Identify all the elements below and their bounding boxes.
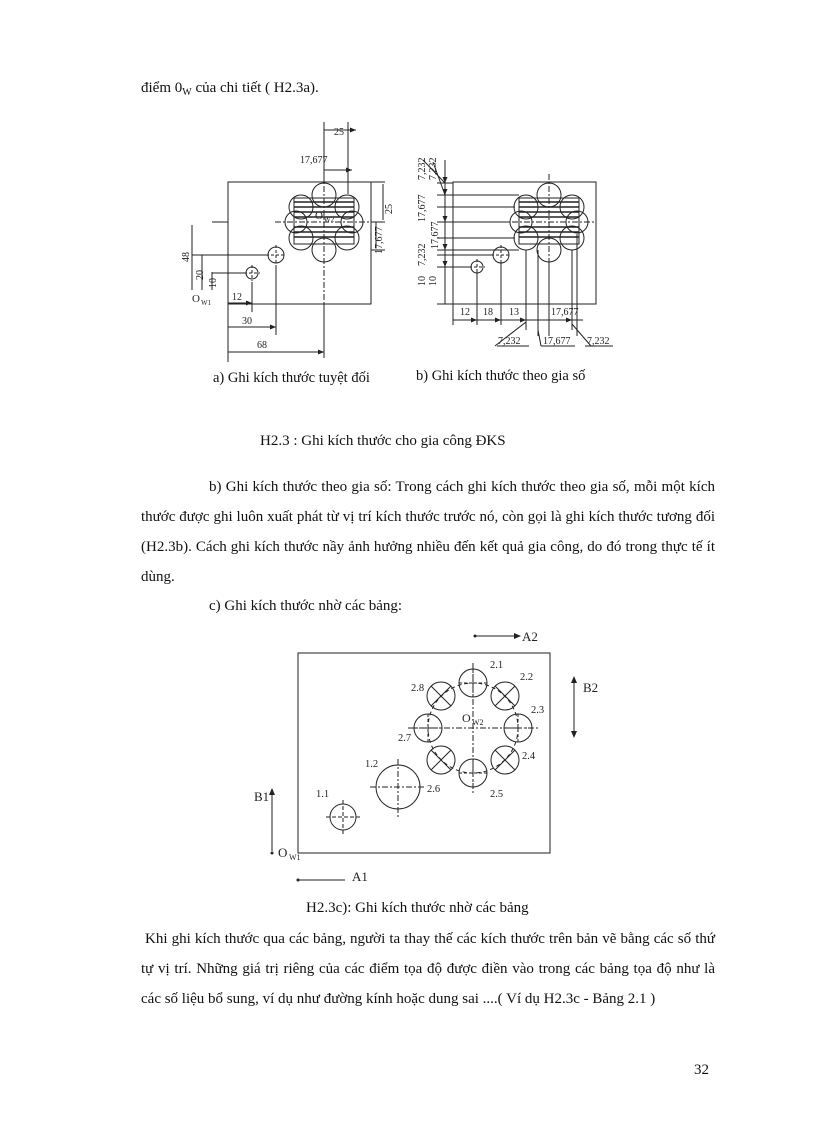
fig-a-hole [289,226,313,250]
fig-a-hole [335,226,359,250]
fig-a-dim-bottom: 68 [257,340,267,351]
fig-b-dim-left: 17,677 [417,194,428,222]
paragraph-table-explanation: Khi ghi kích thước qua các bảng, người ta thay thế các kích thước trên bản vẽ bằng các số thứ tự vị trí. Những giá trị riêng của các điểm tọa độ được điền vào trong các bảng tọa độ như là các số liệu bổ sung, ví dụ như đường kính hoặc dung sai ....( Ví dụ H2.3c - Bảng 2.1 ) [141,931,715,1007]
paragraph-incremental: b) Ghi kích thước theo gia số: Trong cách ghi kích thước theo gia số, mỗi một kích thước được ghi luôn xuất phát từ vị trí kích thước trước nó, còn gọi là ghi kích thước tương đối (H2.3b). Cách ghi kích thước nầy ảnh hưởng nhiều đến kết quả gia công, do đó trong thực tế ít dùng. [141,479,715,585]
figure-caption-h23: H2.3 : Ghi kích thước cho gia công ĐKS [260,433,506,449]
figure-absolute-dimensioning [170,122,400,367]
fig-a-dim-right: 25 [384,204,395,214]
figure-incremental-dimensioning [405,150,625,355]
fig-a-center-sub: W2 [324,216,335,224]
fig-a-dim-left: 10 [208,278,219,288]
fig-c-axis-a1-label: A1 [352,869,368,884]
fig-c-label-2-8: 2.8 [411,683,425,694]
intro-subscript: W [182,87,192,98]
figure-table-dimensioning [240,625,620,890]
fig-c-axis-b2-label: B2 [583,680,599,695]
fig-b-dim-left: 10 [417,276,428,286]
fig-c-hole-2-2 [491,682,519,710]
intro-suffix: của chi tiết ( H2.3a). [191,80,319,96]
intro-prefix: điểm 0 [141,80,183,96]
fig-b-dim-left: 7,232 [417,157,428,180]
fig-a-dim-bottom: 12 [232,292,242,303]
fig-b-dim-left: 17,677 [430,221,441,249]
fig-a-dim-top: 25 [334,127,344,138]
fig-c-label-2-2: 2.2 [520,672,534,683]
fig-c-label-2-7: 2.7 [398,733,412,744]
fig-c-label-2-6: 2.6 [427,784,441,795]
fig-c-axis-a2-label: A2 [522,629,538,644]
intro-line [141,78,319,103]
fig-c-hole-2-4 [491,746,519,774]
fig-c-label-2-3: 2.3 [531,705,545,716]
fig-a-dim-left: 48 [181,252,192,262]
fig-b-hole [514,226,538,250]
fig-c-label-1-1: 1.1 [316,789,330,800]
paragraph-table-heading: c) Ghi kích thước nhờ các bảng: [209,598,403,614]
fig-a-caption: a) Ghi kích thước tuyệt đối [213,370,370,386]
fig-c-origin-label: O [278,845,288,860]
fig-a-dim-right: 17,677 [374,226,385,254]
fig-b-dim-bottom: 13 [509,307,519,318]
fig-c-label-2-5: 2.5 [490,789,504,800]
fig-a-center-label: O [315,210,323,222]
page-number: 32 [694,1062,709,1078]
fig-c-center-sub: W2 [472,718,484,727]
fig-a-dim-bottom: 30 [242,316,252,327]
fig-b-part-outline [453,182,596,304]
fig-b-dim-under: 7,232 [587,336,610,347]
fig-b-dim-under: 7,232 [498,336,521,347]
fig-a-dim-top: 17,677 [300,155,328,166]
fig-c-hole-2-8 [427,682,455,710]
fig-b-dim-bottom: 17,677 [551,307,579,318]
fig-b-dim-left: 7,232 [428,157,439,180]
fig-b-dim-bottom: 18 [483,307,493,318]
fig-b-dim-left: 10 [428,276,439,286]
fig-c-origin-sub: W1 [289,853,301,862]
fig-b-dim-bottom: 12 [460,307,470,318]
fig-b-dim-left: 7,232 [417,243,428,266]
fig-b-hole [560,226,584,250]
fig-c-label-2-1: 2.1 [490,660,504,671]
fig-a-part-outline [228,182,371,304]
fig-c-label-2-4: 2.4 [522,751,536,762]
fig-a-origin-sub: W1 [201,299,212,307]
fig-c-label-1-2: 1.2 [365,759,379,770]
fig-c-center-label: O [462,711,471,725]
fig-c-hole-2-6 [427,746,455,774]
fig-a-dim-left: 20 [195,270,206,280]
figure-caption-h23c: H2.3c): Ghi kích thước nhờ các bảng [306,900,529,916]
fig-b-caption: b) Ghi kích thước theo gia số [416,368,586,384]
fig-b-dim-under: 17,677 [543,336,571,347]
fig-a-origin-label: O [192,293,200,305]
fig-c-axis-b1-label: B1 [254,789,270,804]
